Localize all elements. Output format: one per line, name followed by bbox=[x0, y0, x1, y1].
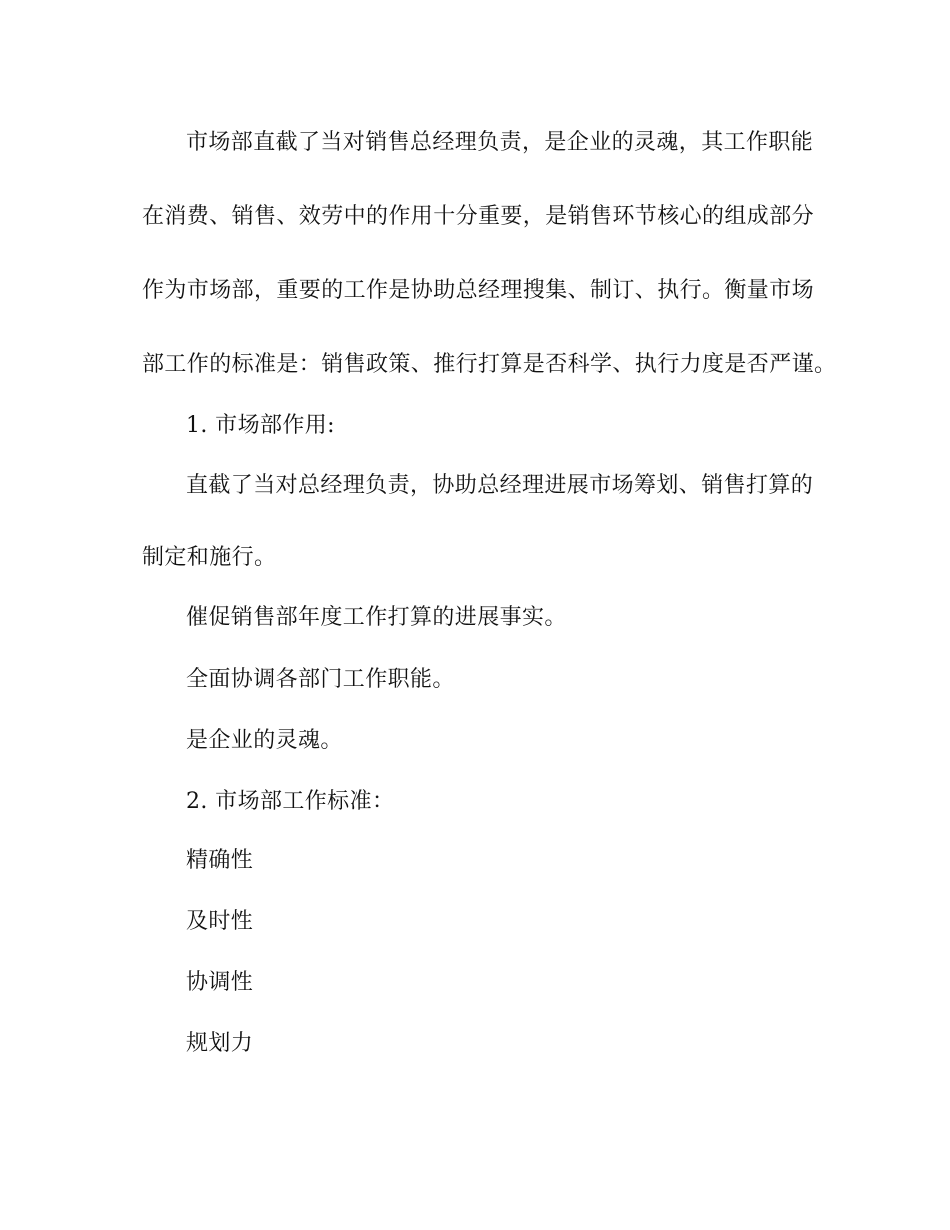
section1-item-2: 催促销售部年度工作打算的进展事实。 bbox=[186, 605, 567, 630]
section1-item-4: 是企业的灵魂。 bbox=[186, 728, 343, 753]
section2-item: 规划力 bbox=[186, 1031, 254, 1056]
section2-heading: 2. 市场部工作标准： bbox=[186, 789, 395, 814]
intro-line-3: 作为市场部，重要的工作是协助总经理搜集、制订、执行。衡量市场 bbox=[142, 278, 815, 303]
intro-line-4: 部工作的标准是：销售政策、推行打算是否科学、执行力度是否严谨。 bbox=[142, 352, 837, 377]
section2-item: 及时性 bbox=[186, 909, 254, 934]
section2-item: 协调性 bbox=[186, 970, 254, 995]
section2-item: 精确性 bbox=[186, 848, 254, 873]
section1-heading: 1. 市场部作用: bbox=[186, 413, 335, 438]
intro-line-2: 在消费、销售、效劳中的作用十分重要，是销售环节核心的组成部分 bbox=[142, 204, 815, 229]
section1-para1-line2: 制定和施行。 bbox=[142, 545, 277, 570]
section1-item-3: 全面协调各部门工作职能。 bbox=[186, 667, 455, 692]
section1-para1-line1: 直截了当对总经理负责，协助总经理进展市场筹划、销售打算的 bbox=[186, 473, 814, 498]
intro-line-1: 市场部直截了当对销售总经理负责，是企业的灵魂，其工作职能 bbox=[186, 130, 814, 155]
